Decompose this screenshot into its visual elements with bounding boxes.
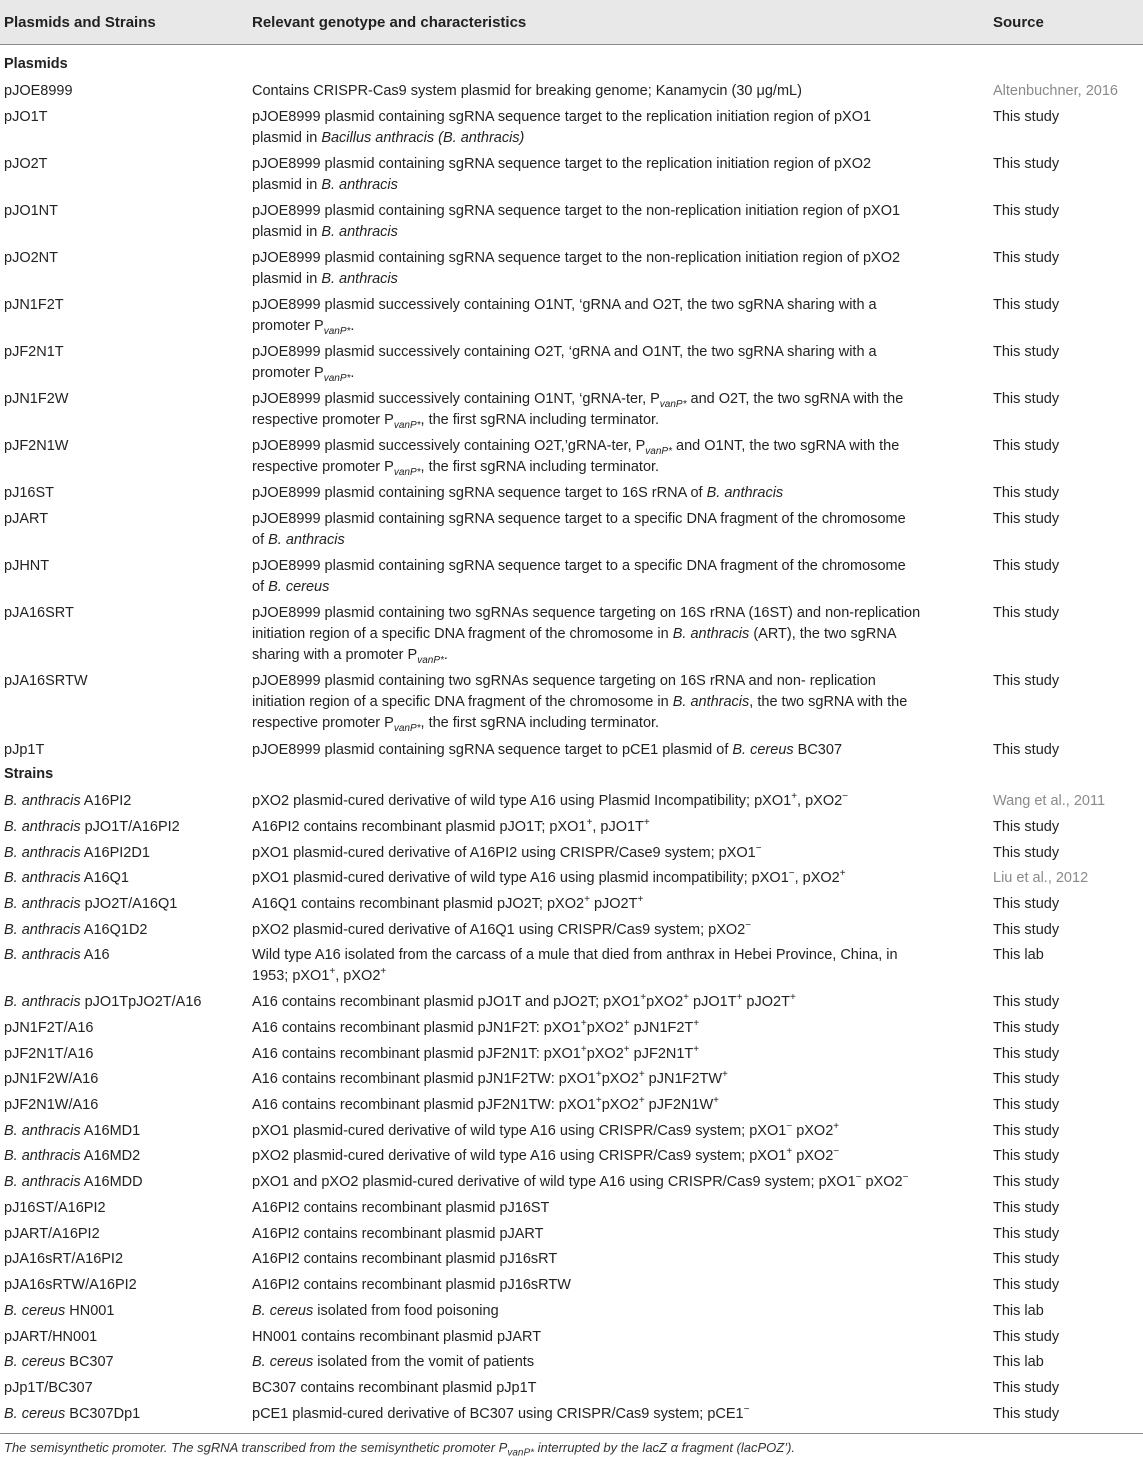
row-desc: pCE1 plasmid-cured derivative of BC307 using CRISPR/Cas9 system; pCE1−: [252, 1404, 750, 1422]
row-source: This study: [993, 391, 1060, 407]
row-name: pJART/HN001: [4, 1329, 98, 1345]
row-desc: A16 contains recombinant plasmid pJF2N1TW: pXO1+pXO2+ pJF2N1W+: [252, 1095, 719, 1113]
row-name: pJART: [4, 511, 49, 527]
row-source: This study: [993, 896, 1060, 912]
row-desc: A16PI2 contains recombinant plasmid pJO1T; pXO1+, pJO1T+: [252, 817, 650, 835]
row-desc: pJOE8999 plasmid containing sgRNA sequence target to a specific DNA fragment of the chromosome of B. anthracis: [252, 511, 906, 548]
row-desc: pJOE8999 plasmid successively containing O2T, ‘gRNA and O1NT, the two sgRNA sharing with a promoter $P_{vanP*}$.: [252, 344, 877, 384]
row-desc: Contains CRISPR-Cas9 system plasmid for breaking genome; Kanamycin (30 μg/mL): [252, 83, 802, 99]
row-source: This study: [993, 438, 1060, 454]
row-name: pJF2N1W/A16: [4, 1097, 99, 1113]
row-source: This lab: [993, 1354, 1044, 1370]
section-strains: Strains: [4, 766, 54, 782]
row-desc: pJOE8999 plasmid containing sgRNA sequence target to the replication initiation region of pXO1 plasmid in Bacillus anthracis (B. anthracis): [252, 109, 872, 146]
row-desc: A16PI2 contains recombinant plasmid pJ16sRTW: [252, 1277, 571, 1293]
row-source: This study: [993, 109, 1060, 125]
row-desc: pXO2 plasmid-cured derivative of wild type A16 using CRISPR/Cas9 system; pXO1+ pXO2−: [252, 1146, 840, 1164]
row-source: This study: [993, 485, 1060, 501]
row-desc: Wild type A16 isolated from the carcass of a mule that died from anthrax in Hebei Province, China, in 1953; pXO1+, pXO2+: [252, 947, 898, 984]
header-genotype: Relevant genotype and characteristics: [252, 14, 527, 31]
row-desc: pJOE8999 plasmid containing two sgRNAs sequence targeting on 16S rRNA (16ST) and non-replication initiation region of a specific DNA fragment of the chromosome in B. anthracis (ART), the two sgRNA sharing with a promoter $P_{vanP*}$.: [252, 605, 921, 666]
row-source: This study: [993, 1406, 1060, 1422]
header-rule: [0, 44, 1143, 45]
row-name: B. cereus BC307Dp1: [4, 1406, 141, 1422]
table-header: [0, 0, 1143, 45]
row-source: This study: [993, 845, 1060, 861]
row-name: B. cereus HN001: [4, 1303, 115, 1319]
row-name: pJA16sRT/A16PI2: [4, 1251, 124, 1267]
row-name: pJA16SRTW: [4, 673, 88, 689]
row-desc: pJOE8999 plasmid containing sgRNA sequence target to the non-replication initiation region of pXO2 plasmid in B. anthracis: [252, 250, 901, 287]
row-name: B. anthracis A16: [4, 947, 110, 963]
row-name: pJp1T/BC307: [4, 1380, 93, 1396]
row-source: This study: [993, 1020, 1060, 1036]
row-source: This study: [993, 156, 1060, 172]
row-desc: pJOE8999 plasmid containing sgRNA sequence target to a specific DNA fragment of the chromosome of B. cereus: [252, 558, 906, 595]
row-desc: HN001 contains recombinant plasmid pJART: [252, 1329, 542, 1345]
row-name: pJART/A16PI2: [4, 1226, 100, 1242]
row-name: pJp1T: [4, 742, 45, 758]
row-source: This study: [993, 1226, 1060, 1242]
row-name: B. anthracis pJO1TpJO2T/A16: [4, 994, 202, 1010]
row-source: Altenbuchner, 2016: [993, 83, 1118, 99]
row-name: pJHNT: [4, 558, 50, 574]
section-plasmids: Plasmids: [4, 56, 68, 72]
table-bottom-rule: [0, 1433, 1143, 1434]
row-desc: pJOE8999 plasmid containing sgRNA sequence target to the non-replication initiation region of pXO1 plasmid in B. anthracis: [252, 203, 901, 240]
row-desc: A16PI2 contains recombinant plasmid pJ16ST: [252, 1200, 550, 1216]
row-source: Liu et al., 2012: [993, 870, 1089, 886]
row-source: This study: [993, 297, 1060, 313]
row-name: pJF2N1T/A16: [4, 1046, 94, 1062]
row-desc: pJOE8999 plasmid containing sgRNA sequence target to the replication initiation region of pXO2 plasmid in B. anthracis: [252, 156, 872, 193]
row-source: This study: [993, 511, 1060, 527]
row-name: pJO1NT: [4, 203, 58, 219]
row-source: This study: [993, 1148, 1060, 1164]
row-name: B. anthracis pJO2T/A16Q1: [4, 896, 178, 912]
row-desc: pJOE8999 plasmid containing sgRNA sequence target to pCE1 plasmid of B. cereus BC307: [252, 742, 843, 758]
row-name: B. anthracis A16PI2: [4, 793, 132, 809]
row-source: This lab: [993, 1303, 1044, 1319]
row-desc: pJOE8999 plasmid containing two sgRNAs sequence targeting on 16S rRNA and non- replication initiation region of a specific DNA fragment of the chromosome in B. anthracis, the two sgRNA with the respective promoter $P_{vanP*}$, the first sgRNA including terminator.: [252, 673, 908, 734]
row-name: pJA16sRTW/A16PI2: [4, 1277, 137, 1293]
row-source: This study: [993, 1277, 1060, 1293]
row-source: This study: [993, 742, 1060, 758]
row-source: This study: [993, 1380, 1060, 1396]
row-source: This study: [993, 558, 1060, 574]
row-source: This study: [993, 344, 1060, 360]
row-name: pJO2T: [4, 156, 48, 172]
row-desc: A16 contains recombinant plasmid pJO1T and pJO2T; pXO1+pXO2+ pJO1T+ pJO2T+: [252, 992, 796, 1010]
row-name: pJN1F2T/A16: [4, 1020, 94, 1036]
row-name: pJOE8999: [4, 83, 73, 99]
row-name: B. anthracis A16MD2: [4, 1148, 141, 1164]
header-source: Source: [993, 14, 1044, 31]
row-source: This study: [993, 1251, 1060, 1267]
row-source: This study: [993, 819, 1060, 835]
row-desc: A16 contains recombinant plasmid pJN1F2TW: pXO1+pXO2+ pJN1F2TW+: [252, 1069, 728, 1087]
row-desc: pJOE8999 plasmid successively containing O2T,’gRNA-ter, $P_{vanP*}$ and O1NT, the two sgRNA with the respective promoter $P_{vanP*}$, the first sgRNA including terminator.: [252, 438, 900, 478]
row-source: This study: [993, 250, 1060, 266]
row-name: B. anthracis A16MD1: [4, 1123, 141, 1139]
row-source: This study: [993, 1097, 1060, 1113]
row-desc: B. cereus isolated from the vomit of patients: [252, 1354, 535, 1370]
row-desc: pXO1 plasmid-cured derivative of wild type A16 using plasmid incompatibility; pXO1−, pXO2+: [252, 868, 846, 886]
row-desc: A16PI2 contains recombinant plasmid pJART: [252, 1226, 544, 1242]
header-plasmids-strains: Plasmids and Strains: [4, 14, 156, 31]
row-desc: pJOE8999 plasmid containing sgRNA sequence target to 16S rRNA of B. anthracis: [252, 485, 784, 501]
row-source: This study: [993, 1329, 1060, 1345]
row-source: This study: [993, 994, 1060, 1010]
table-footnote: The semisynthetic promoter. The sgRNA transcribed from the semisynthetic promoter $P_{vanP*}$ interrupted by the lacZ α fragment (lacPOZ’).: [4, 1440, 796, 1459]
row-desc: A16PI2 contains recombinant plasmid pJ16sRT: [252, 1251, 558, 1267]
row-desc: pXO1 plasmid-cured derivative of A16PI2 using CRISPR/Case9 system; pXO1−: [252, 843, 762, 861]
row-name: pJO1T: [4, 109, 48, 125]
row-desc: pXO1 and pXO2 plasmid-cured derivative of wild type A16 using CRISPR/Cas9 system; pXO1− pXO2−: [252, 1172, 909, 1190]
row-source: This study: [993, 1174, 1060, 1190]
row-source: This study: [993, 605, 1060, 621]
row-source: This study: [993, 1200, 1060, 1216]
row-name: pJF2N1T: [4, 344, 64, 360]
row-name: pJN1F2T: [4, 297, 64, 313]
row-name: pJN1F2W: [4, 391, 69, 407]
row-desc: pJOE8999 plasmid successively containing O1NT, ‘gRNA and O2T, the two sgRNA sharing with a promoter $P_{vanP*}$.: [252, 297, 877, 337]
row-desc: BC307 contains recombinant plasmid pJp1T: [252, 1380, 537, 1396]
row-source: This study: [993, 203, 1060, 219]
row-source: This study: [993, 1071, 1060, 1087]
row-name: pJF2N1W: [4, 438, 69, 454]
row-name: pJ16ST: [4, 485, 54, 501]
row-name: B. anthracis A16MDD: [4, 1174, 143, 1190]
row-source: Wang et al., 2011: [993, 793, 1106, 809]
row-name: pJ16ST/A16PI2: [4, 1200, 106, 1216]
row-name: pJA16SRT: [4, 605, 74, 621]
row-desc: A16 contains recombinant plasmid pJF2N1T: pXO1+pXO2+ pJF2N1T+: [252, 1044, 700, 1062]
row-name: B. anthracis A16PI2D1: [4, 845, 150, 861]
row-desc: pXO2 plasmid-cured derivative of A16Q1 using CRISPR/Cas9 system; pXO2−: [252, 920, 752, 938]
row-desc: pJOE8999 plasmid successively containing O1NT, ‘gRNA-ter, $P_{vanP*}$ and O2T, the two sgRNA with the respective promoter $P_{vanP*}$, the first sgRNA including terminator.: [252, 391, 904, 431]
row-source: This study: [993, 922, 1060, 938]
row-desc: B. cereus isolated from food poisoning: [252, 1303, 499, 1319]
row-name: pJN1F2W/A16: [4, 1071, 99, 1087]
row-name: B. anthracis A16Q1D2: [4, 922, 148, 938]
row-source: This study: [993, 673, 1060, 689]
row-desc: pXO1 plasmid-cured derivative of wild type A16 using CRISPR/Cas9 system; pXO1− pXO2+: [252, 1121, 840, 1139]
row-desc: A16 contains recombinant plasmid pJN1F2T: pXO1+pXO2+ pJN1F2T+: [252, 1018, 700, 1036]
row-name: B. anthracis A16Q1: [4, 870, 129, 886]
row-name: B. anthracis pJO1T/A16PI2: [4, 819, 180, 835]
row-name: pJO2NT: [4, 250, 58, 266]
row-source: This study: [993, 1046, 1060, 1062]
row-desc: pXO2 plasmid-cured derivative of wild type A16 using Plasmid Incompatibility; pXO1+, pXO2−: [252, 791, 849, 809]
row-source: This study: [993, 1123, 1060, 1139]
row-desc: A16Q1 contains recombinant plasmid pJO2T; pXO2+ pJO2T+: [252, 894, 644, 912]
row-name: B. cereus BC307: [4, 1354, 114, 1370]
row-source: This lab: [993, 947, 1044, 963]
